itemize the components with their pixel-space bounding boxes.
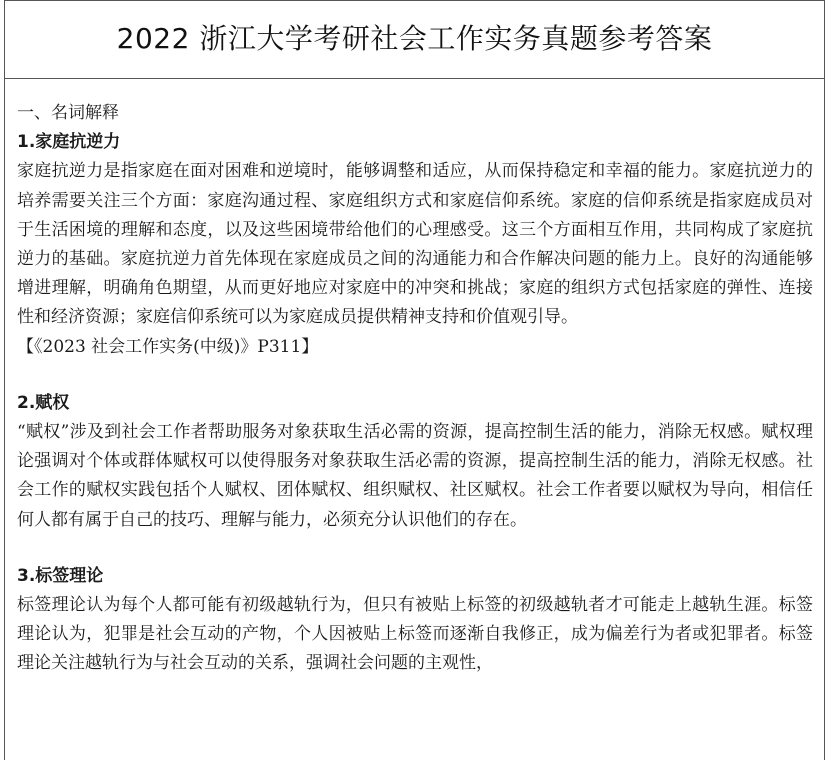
term-heading-1: 1.家庭抗逆力 <box>17 132 121 153</box>
document-body <box>17 99 813 679</box>
term-heading-3: 3.标签理论 <box>17 565 104 586</box>
term-reference-1: 【《2023 社会工作实务(中级)》P311】 <box>17 336 319 357</box>
term-body-3: 标签理论认为每个人都可能有初级越轨行为，但只有被贴上标签的初级越轨者才可能走上越轨生涯。标签理论认为，犯罪是社会互动的产物，个人因被贴上标签而逐渐自我修正，成为偏差行为者或犯罪者。标签理论关注越轨行为与社会互动的关系，强调社会问题的主观性， <box>17 595 813 674</box>
spacer <box>17 535 813 562</box>
document-page <box>4 0 825 760</box>
term-body-1: 家庭抗逆力是指家庭在面对困难和逆境时，能够调整和适应，从而保持稳定和幸福的能力。家庭抗逆力的培养需要关注三个方面：家庭沟通过程、家庭组织方式和家庭信仰系统。家庭的信仰系统是指家庭成员对于生活困境的理解和态度，以及这些困境带给他们的心理感受。这三个方面相互作用，共同构成了家庭抗逆力的基础。家庭抗逆力首先体现在家庭成员之间的沟通能力和合作解决问题的能力上。良好的沟通能够增进理解，明确角色期望，从而更好地应对家庭中的冲突和挑战；家庭的组织方式包括家庭的弹性、连接性和经济资源；家庭信仰系统可以为家庭成员提供精神支持和价值观引导。 <box>17 161 813 328</box>
spacer <box>17 362 813 389</box>
term-body-2: “赋权”涉及到社会工作者帮助服务对象获取生活必需的资源，提高控制生活的能力，消除无权感。赋权理论强调对个体或群体赋权可以使得服务对象获取生活必需的资源，提高控制生活的能力，消除无权感。社会工作的赋权实践包括个人赋权、团体赋权、组织赋权、社区赋权。社会工作者要以赋权为导向，相信任何人都有属于自己的技巧、理解与能力，必须充分认识他们的存在。 <box>17 422 813 530</box>
title-divider <box>5 78 824 79</box>
document-title: 2022 浙江大学考研社会工作实务真题参考答案 <box>116 22 713 55</box>
term-heading-2: 2.赋权 <box>17 392 70 413</box>
section-heading: 一、名词解释 <box>17 103 119 123</box>
